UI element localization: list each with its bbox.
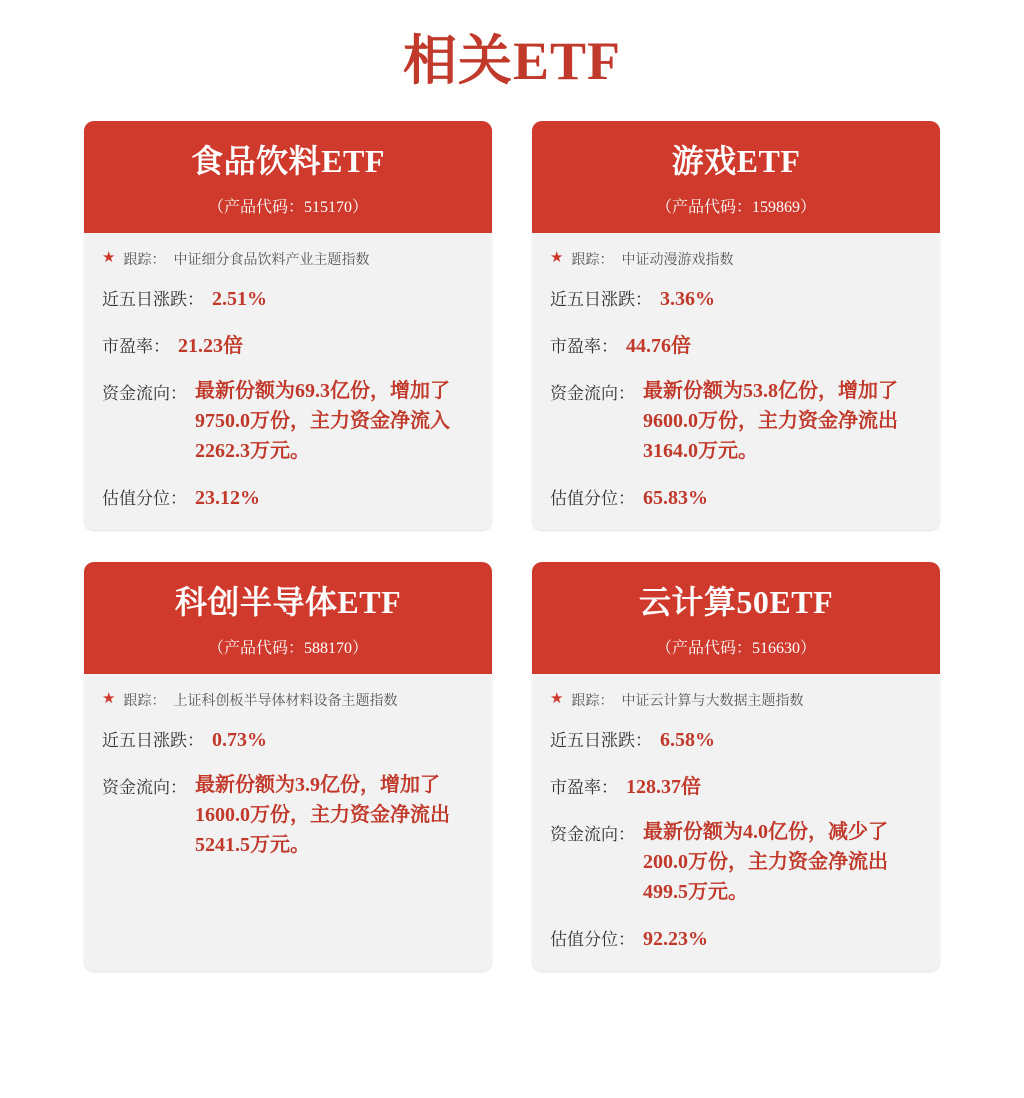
etf-code (94, 194, 482, 217)
etf-card-body (532, 674, 940, 971)
metric-label: 近五日涨跌： (102, 730, 204, 750)
etf-card-body (84, 233, 492, 530)
etf-code-suffix: ） (800, 639, 817, 657)
etf-code-suffix: ） (800, 198, 817, 216)
etf-card-header (84, 121, 492, 233)
metric-label: 市盈率： (102, 336, 170, 356)
etf-code-prefix: （产品代码： (655, 198, 752, 216)
metric-label: 近五日涨跌： (550, 289, 652, 309)
metric-value: 128.37倍 (626, 775, 701, 798)
metric-fund-flow (102, 770, 474, 860)
etf-code-value: 588170 (304, 639, 352, 657)
metric-value: 最新份额为4.0亿份，减少了200.0万份，主力资金净流出499.5万元。 (643, 820, 888, 903)
etf-card-grid (0, 121, 1024, 971)
etf-card-header (532, 562, 940, 674)
page-title: 相关ETF (402, 31, 622, 91)
metric-label: 资金流向： (102, 383, 187, 403)
metric-label: 估值分位： (550, 488, 635, 508)
metric-label: 市盈率： (550, 777, 618, 797)
metric-valuation-percentile (550, 484, 922, 510)
etf-track-row (550, 249, 922, 269)
metric-value: 最新份额为3.9亿份，增加了1600.0万份，主力资金净流出5241.5万元。 (195, 773, 450, 856)
metric-pe-ratio (550, 329, 922, 358)
etf-code-value: 515170 (304, 198, 352, 216)
etf-card-body (84, 674, 492, 971)
etf-track-label: 跟踪： (571, 693, 614, 709)
etf-card[interactable] (84, 562, 492, 971)
metric-value: 23.12% (195, 486, 260, 509)
metric-label: 估值分位： (102, 488, 187, 508)
star-icon: ★ (550, 250, 564, 267)
etf-track-row (102, 690, 474, 710)
metric-value: 3.36% (660, 287, 715, 310)
etf-code-prefix: （产品代码： (655, 639, 752, 657)
etf-code (542, 635, 930, 658)
etf-track-value: 中证云计算与大数据主题指数 (621, 693, 804, 709)
metric-label: 资金流向： (102, 777, 187, 797)
etf-track-label: 跟踪： (123, 693, 166, 709)
metric-label: 资金流向： (550, 824, 635, 844)
metric-value: 21.23倍 (178, 334, 243, 357)
metric-value: 44.76倍 (626, 334, 691, 357)
etf-name: 游戏ETF (671, 143, 801, 179)
metric-five-day-change (550, 285, 922, 311)
metric-value: 6.58% (660, 728, 715, 751)
metric-label: 市盈率： (550, 336, 618, 356)
metric-label: 估值分位： (550, 929, 635, 949)
etf-card-body (532, 233, 940, 530)
etf-track-row (550, 690, 922, 710)
metric-value: 92.23% (643, 927, 708, 950)
etf-code-value: 516630 (752, 639, 800, 657)
etf-code-prefix: （产品代码： (207, 198, 304, 216)
etf-card[interactable] (84, 121, 492, 530)
etf-code-suffix: ） (352, 198, 369, 216)
etf-card-header (532, 121, 940, 233)
metric-fund-flow (550, 817, 922, 907)
etf-code-suffix: ） (352, 639, 369, 657)
etf-track-value: 上证科创板半导体材料设备主题指数 (173, 693, 398, 709)
metric-label: 资金流向： (550, 383, 635, 403)
etf-code (94, 635, 482, 658)
star-icon: ★ (102, 250, 116, 267)
metric-value: 0.73% (212, 728, 267, 751)
metric-five-day-change (550, 726, 922, 752)
etf-code-value: 159869 (752, 198, 800, 216)
etf-track-value: 中证细分食品饮料产业主题指数 (173, 252, 370, 268)
metric-value: 最新份额为53.8亿份，增加了9600.0万份，主力资金净流出3164.0万元。 (643, 379, 898, 462)
etf-track-label: 跟踪： (123, 252, 166, 268)
etf-track-value: 中证动漫游戏指数 (621, 252, 734, 268)
metric-valuation-percentile (102, 484, 474, 510)
metric-value: 最新份额为69.3亿份，增加了9750.0万份，主力资金净流入2262.3万元。 (195, 379, 450, 462)
metric-label: 近五日涨跌： (102, 289, 204, 309)
etf-code-prefix: （产品代码： (207, 639, 304, 657)
etf-card[interactable] (532, 121, 940, 530)
metric-valuation-percentile (550, 925, 922, 951)
metric-pe-ratio (102, 329, 474, 358)
metric-five-day-change (102, 285, 474, 311)
star-icon: ★ (102, 691, 116, 708)
etf-card[interactable] (532, 562, 940, 971)
metric-fund-flow (102, 376, 474, 466)
etf-card-header (84, 562, 492, 674)
etf-name: 云计算50ETF (638, 583, 834, 620)
metric-value: 65.83% (643, 486, 708, 509)
metric-five-day-change (102, 726, 474, 752)
star-icon: ★ (550, 691, 564, 708)
etf-code (542, 194, 930, 217)
metric-fund-flow (550, 376, 922, 466)
etf-name: 科创半导体ETF (174, 583, 402, 620)
etf-track-row (102, 249, 474, 269)
etf-track-label: 跟踪： (571, 252, 614, 268)
metric-pe-ratio (550, 770, 922, 799)
etf-overview-page (0, 18, 1024, 1098)
metric-label: 近五日涨跌： (550, 730, 652, 750)
metric-value: 2.51% (212, 287, 267, 310)
etf-name: 食品饮料ETF (191, 143, 385, 179)
